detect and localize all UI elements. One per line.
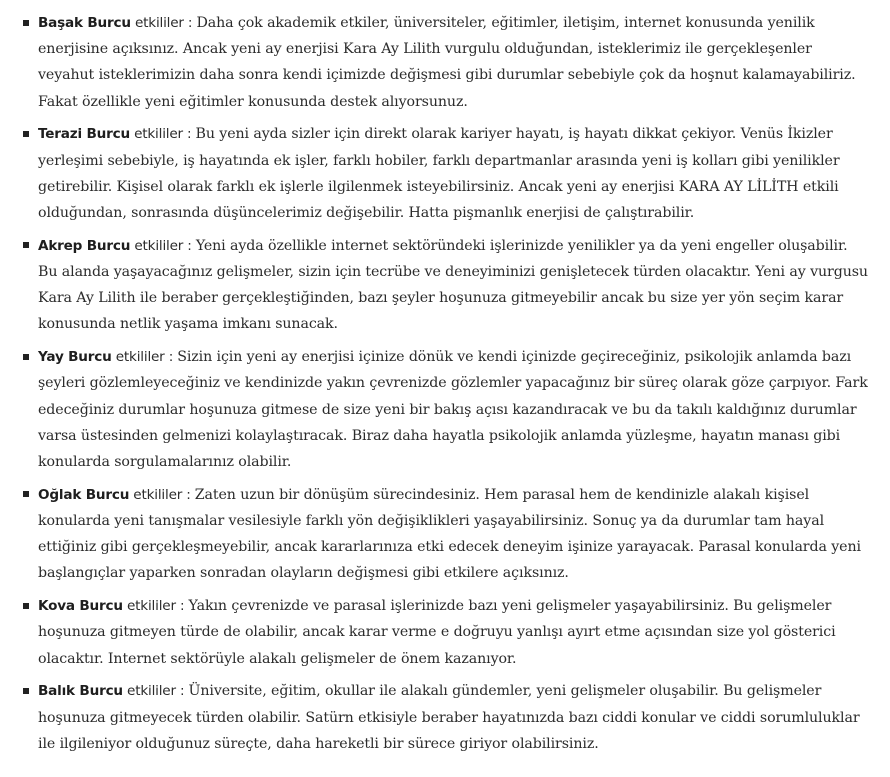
sign-label-suffix: etkililer : xyxy=(130,15,197,31)
square-bullet-icon xyxy=(23,603,29,609)
sign-label-suffix: etkililer : xyxy=(129,126,196,143)
square-bullet-icon xyxy=(23,242,29,248)
list-item xyxy=(38,593,868,672)
list-item xyxy=(38,344,868,475)
sign-description: Daha çok akademik etkiler, üniversiteler, eğitimler, iletişim, internet konusunda yenilik enerjisine açıksınız. Ancak yeni ay enerjisi Kara Ay Lilith vurgulu olduğundan, isteklerimiz ile gerçekleşenler veyahut isteklerimizin daha sonra kendi içimizde değişmesi gibi durumlar sebebiyle çok da hoşnut kalamayabiliriz. Fakat özellikle yeni eğitimler konusunda destek alıyorsunuz. xyxy=(38,15,856,110)
square-bullet-icon xyxy=(23,20,29,26)
sign-label-suffix: etkililer : xyxy=(122,683,189,700)
square-bullet-icon xyxy=(23,131,29,137)
square-bullet-icon xyxy=(23,688,29,694)
sign-description: Zaten uzun bir dönüşüm sürecindesiniz. Hem parasal hem de kendinizle alakalı kişisel konularda yeni tanışmalar vesilesiyle farklı yön değişiklikleri yaşayabilirsiniz. Sonuç ya da durumlar tam hayal ettiğiniz gibi gerçekleşmeyebilir, ancak kararlarınıza etki edecek deneyim işinize yarayacak. Parasal konularda yeni başlangıçlar yaparken sonradan olayların değişmesi gibi etkilere açıksınız. xyxy=(38,486,861,582)
sign-name: Oğlak Burcu xyxy=(38,486,130,503)
list-item xyxy=(38,121,868,226)
list-item xyxy=(38,678,868,757)
square-bullet-icon xyxy=(23,354,29,360)
sign-name: Terazi Burcu xyxy=(38,126,130,143)
sign-description: Yakın çevrenizde ve parasal işlerinizde bazı yeni gelişmeler yaşayabilirsiniz. Bu gelişmeler hoşunuza gitmeyen türde de olabilir, ancak karar verme e doğruyu yanlışı ayırt etme açısından size yol gösterici olacaktır. Internet sektörüyle alakalı gelişmeler de önem kazanıyor. xyxy=(38,598,836,667)
sign-description: Üniversite, eğitim, okullar ile alakalı gündemler, yeni gelişmeler oluşabilir. Bu gelişmeler hoşunuza gitmeyecek türden olabilir. Satürn etkisiyle beraber hayatınızda bazı ciddi konular ve ciddi sorumluluklar ile ilgileniyor olduğunuz süreçte, daha hareketli bir sürece giriyor olabilirsiniz. xyxy=(38,683,860,752)
square-bullet-icon xyxy=(23,491,29,497)
sign-description: Yeni ayda özellikle internet sektöründeki işlerinizde yenilikler ya da yeni engeller oluşabilir. Bu alanda yaşayacağınız gelişmeler, sizin için tecrübe ve deneyiminizi genişletecek türden olacaktır. Yeni ay vurgusu Kara Ay Lilith ile beraber gerçekleştiğinden, bazı şeyler hoşunuza gitmeyebilir ancak bu size yer yön seçim karar konusunda netlik yaşama imkanı sunacak. xyxy=(38,237,868,333)
list-item xyxy=(38,233,868,338)
sign-name: Kova Burcu xyxy=(38,598,123,615)
sign-label-suffix: etkililer : xyxy=(130,237,196,254)
sign-label-suffix: etkililer : xyxy=(111,349,178,366)
sign-description: Sizin için yeni ay enerjisi içinize dönük ve kendi içinizde geçireceğiniz, psikolojik anlamda bazı şeyleri gözlemleyeceğiniz ve kendinizde yakın çevrenizde gözlemler yapacağınız bir süreç olarak göze çarpıyor. Fark edeceğiniz durumlar hoşunuza gitmese de size yeni bir bakış açısı kazandıracak ve bu da takılı kaldığınız durumlar varsa üstesinden gelmenizi kolaylaştıracak. Biraz daha hayatla psikolojik anlamda yüzleşme, hayatın manası gibi konularda sorgulamalarınız olabilir. xyxy=(38,349,868,471)
sign-description: Bu yeni ayda sizler için direkt olarak kariyer hayatı, iş hayatı dikkat çekiyor. Venüs İkizler yerleşimi sebebiyle, iş hayatında ek işler, farklı hobiler, farklı departmanlar arasında yeni iş kolları gibi yenilikler getirebilir. Kişisel olarak farklı ek işlerle ilgilenmek isteyebilirsiniz. Ancak yeni ay enerjisi KARA AY LİLİTH etkili olduğundan, sonrasında düşüncelerimiz değişebilir. Hatta pişmanlık enerjisi de çalıştırabilir. xyxy=(38,126,840,222)
sign-name: Yay Burcu xyxy=(38,349,112,366)
sign-name: Akrep Burcu xyxy=(38,237,131,254)
list-item xyxy=(38,10,868,115)
sign-name: Başak Burcu xyxy=(38,15,131,31)
sign-label-suffix: etkililer : xyxy=(122,598,189,615)
sign-name: Balık Burcu xyxy=(38,683,123,700)
sign-label-suffix: etkililer : xyxy=(129,486,195,503)
list-item xyxy=(38,482,868,587)
